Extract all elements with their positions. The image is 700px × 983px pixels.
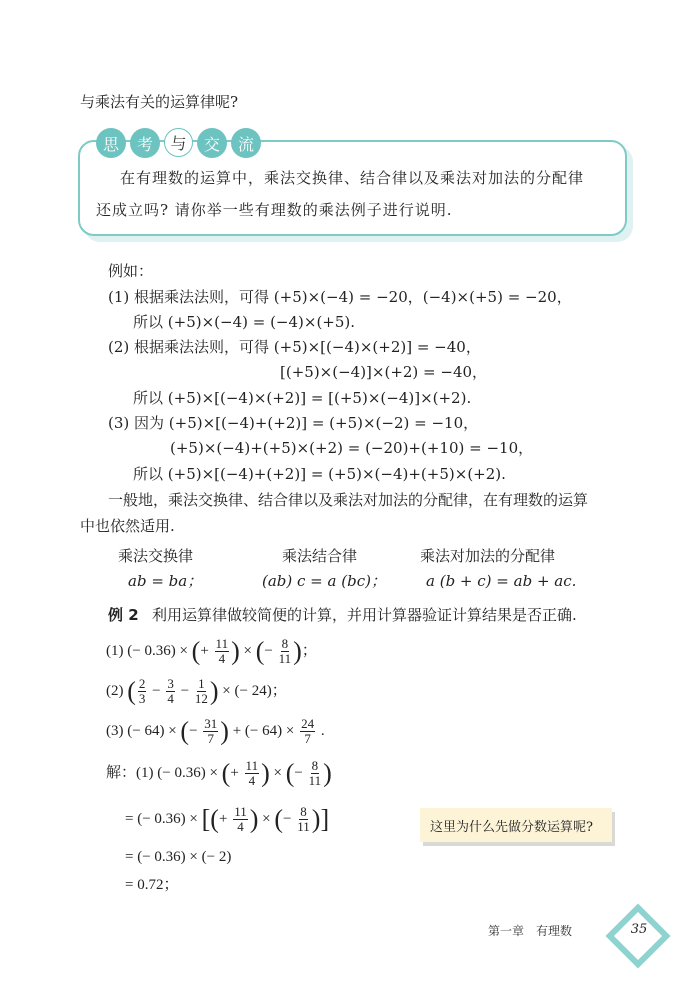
example-line: (3) 因为 (+5)×[(−4)+(+2)] = (+5)×(−2) = −10， bbox=[108, 414, 479, 432]
math-text: . bbox=[317, 723, 325, 739]
numerator: 3 bbox=[167, 676, 174, 692]
law-formula: (ab) c = a (bc)； bbox=[262, 572, 386, 590]
math-text: (1) (− 0.36) × bbox=[106, 643, 192, 659]
fraction bbox=[166, 677, 175, 706]
denominator: 4 bbox=[167, 691, 174, 707]
denominator: 4 bbox=[218, 651, 226, 667]
math-text: − bbox=[283, 811, 296, 827]
math-text: − bbox=[189, 723, 202, 739]
math-bracket: ) bbox=[249, 804, 259, 834]
math-text: − bbox=[294, 765, 307, 781]
header-char: 考 bbox=[130, 128, 160, 158]
denominator: 3 bbox=[138, 691, 146, 707]
math-text: × bbox=[269, 765, 286, 781]
example2-label: 例 2 bbox=[108, 606, 139, 624]
math-bracket: ) bbox=[209, 676, 219, 706]
numerator: 8 bbox=[300, 804, 307, 820]
fraction bbox=[297, 805, 310, 834]
numerator: 2 bbox=[138, 676, 146, 692]
header-char: 思 bbox=[96, 128, 126, 158]
example-line: 例如： bbox=[108, 262, 154, 280]
numerator: 24 bbox=[301, 716, 315, 732]
math-text: = (− 0.36) × (− 2) bbox=[125, 849, 232, 865]
example-line: 所以 (+5)×[(−4)+(+2)] = (+5)×(−4)+(+5)×(+2). bbox=[133, 465, 506, 483]
numerator: 11 bbox=[215, 636, 229, 652]
example2-text: 利用运算律做较简便的计算，并用计算器验证计算结果是否正确. bbox=[152, 606, 577, 624]
math-bracket: [ bbox=[201, 804, 211, 834]
math-text: (2) bbox=[106, 683, 128, 699]
math-expression bbox=[125, 870, 178, 900]
denominator: 11 bbox=[297, 819, 310, 835]
math-expression bbox=[125, 842, 231, 872]
header-char: 与 bbox=[164, 128, 193, 157]
math-expression bbox=[106, 716, 325, 746]
math-bracket: ( bbox=[191, 636, 201, 666]
math-text: = (− 0.36) × bbox=[125, 811, 202, 827]
math-expression bbox=[106, 636, 317, 666]
law-formula: ab = ba； bbox=[128, 572, 203, 590]
example-line: (1) 根据乘法法则，可得 (+5)×(−4) = −20，(−4)×(+5) = −20， bbox=[108, 288, 572, 306]
header-char: 流 bbox=[231, 128, 261, 158]
chapter-label: 第一章 有理数 bbox=[488, 924, 573, 938]
example-line: (+5)×(−4)+(+5)×(+2) = (−20)+(+10) = −10， bbox=[170, 439, 534, 457]
math-bracket: ( bbox=[210, 804, 219, 834]
denominator: 7 bbox=[207, 731, 215, 747]
math-bracket: ( bbox=[285, 758, 295, 788]
header-char: 交 bbox=[197, 128, 227, 158]
general-text: 一般地，乘法交换律、结合律以及乘法对加法的分配律，在有理数的运算 bbox=[108, 491, 589, 509]
intro-text: 与乘法有关的运算律呢? bbox=[80, 93, 239, 111]
math-bracket: ) bbox=[323, 758, 332, 788]
example-line: 所以 (+5)×(−4) = (−4)×(+5). bbox=[133, 313, 356, 331]
general-text: 中也依然适用. bbox=[80, 517, 175, 535]
math-bracket: ) bbox=[231, 636, 240, 666]
math-bracket: ] bbox=[320, 804, 330, 834]
math-bracket: ( bbox=[274, 804, 284, 834]
fraction bbox=[195, 677, 208, 706]
fraction bbox=[215, 637, 230, 666]
math-text: 解：(1) (− 0.36) × bbox=[106, 765, 222, 781]
law-name: 乘法对加法的分配律 bbox=[420, 547, 556, 565]
denominator: 4 bbox=[237, 819, 244, 835]
denominator: 12 bbox=[194, 691, 208, 707]
math-bracket: ( bbox=[221, 758, 231, 788]
math-text: + bbox=[230, 765, 243, 781]
math-bracket: ) bbox=[311, 804, 321, 834]
law-formula: a (b + c) = ab + ac. bbox=[426, 572, 577, 590]
math-expression bbox=[106, 758, 332, 788]
discussion-line: 在有理数的运算中，乘法交换律、结合律以及乘法对加法的分配律 bbox=[120, 169, 585, 187]
math-text: × bbox=[239, 643, 256, 659]
math-text: ； bbox=[301, 643, 317, 659]
fraction bbox=[245, 759, 260, 788]
math-text: + (− 64) × bbox=[228, 723, 299, 739]
math-bracket: ) bbox=[293, 636, 302, 666]
discussion-header bbox=[96, 128, 261, 158]
law-name: 乘法结合律 bbox=[282, 547, 358, 565]
math-bracket: ( bbox=[180, 716, 190, 746]
example-line: [(+5)×(−4)]×(+2) = −40， bbox=[280, 363, 488, 381]
math-bracket: ) bbox=[261, 758, 270, 788]
math-bracket: ( bbox=[255, 636, 265, 666]
discussion-line: 还成立吗? 请你举一些有理数的乘法例子进行说明. bbox=[96, 201, 453, 219]
math-text: × bbox=[258, 811, 275, 827]
math-text: (3) (− 64) × bbox=[106, 723, 181, 739]
math-text: × (− 24)； bbox=[218, 683, 287, 699]
numerator: 8 bbox=[281, 636, 289, 652]
fraction bbox=[203, 717, 218, 746]
math-text: − bbox=[176, 683, 193, 699]
math-bracket: ( bbox=[127, 676, 136, 706]
denominator: 7 bbox=[304, 731, 311, 747]
numerator: 11 bbox=[234, 804, 247, 820]
numerator: 31 bbox=[204, 716, 218, 732]
math-text: − bbox=[148, 683, 165, 699]
math-expression bbox=[106, 676, 287, 706]
page-number: 35 bbox=[630, 922, 648, 937]
law-name: 乘法交换律 bbox=[118, 547, 194, 565]
math-text: − bbox=[264, 643, 277, 659]
margin-note: 这里为什么先做分数运算呢? bbox=[420, 808, 612, 842]
numerator: 11 bbox=[245, 758, 259, 774]
fraction bbox=[279, 637, 292, 666]
math-text: = 0.72； bbox=[125, 877, 179, 893]
fraction bbox=[233, 805, 248, 834]
fraction bbox=[309, 759, 322, 788]
denominator: 4 bbox=[248, 773, 256, 789]
fraction bbox=[300, 717, 315, 746]
denominator: 11 bbox=[278, 651, 292, 667]
example-line: (2) 根据乘法法则，可得 (+5)×[(−4)×(+2)] = −40， bbox=[108, 338, 481, 356]
denominator: 11 bbox=[308, 773, 322, 789]
math-bracket: ) bbox=[220, 716, 229, 746]
math-text: + bbox=[218, 811, 232, 827]
numerator: 8 bbox=[311, 758, 319, 774]
math-expression bbox=[125, 804, 329, 834]
fraction bbox=[138, 677, 147, 706]
math-text: + bbox=[200, 643, 213, 659]
example-line: 所以 (+5)×[(−4)×(+2)] = [(+5)×(−4)]×(+2). bbox=[133, 389, 472, 407]
numerator: 1 bbox=[198, 676, 205, 692]
